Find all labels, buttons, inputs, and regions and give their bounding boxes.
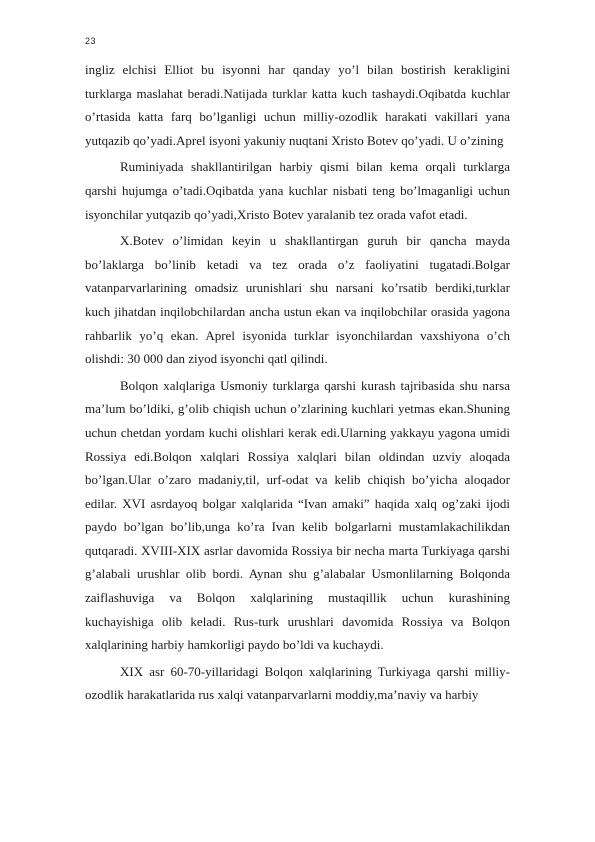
document-body bbox=[85, 58, 510, 710]
paragraph-2: Ruminiyada shakllantirilgan harbiy qismi bilan kema orqali turklarga qarshi hujumga o’tadi.Oqibatda yana kuchlar nisbati teng bo’lmaganligi uchun isyonchilar yutqazib qo’yadi,Xristo Botev yaralanib tez orada vafot etadi. bbox=[85, 159, 510, 222]
paragraph-5: XIX asr 60-70-yillaridagi Bolqon xalqlarining Turkiyaga qarshi milliy-ozodlik harakatlarida rus xalqi vatanparvarlarni moddiy,ma’naviy va harbiy bbox=[85, 663, 510, 703]
paragraph-1: ingliz elchisi Elliot bu isyonni har qanday yo’l bilan bostirish kerakligini turklarga maslahat beradi.Natijada turklar katta kuch tashaydi.Oqibatda kuchlar o’rtasida katta farq bo’lganligi uchun milliy-ozodlik harakati vakillari yana yutqazib qo’yadi.Aprel isyoni yakuniy nuqtani Xristo Botev qo’yadi. U o’zining bbox=[85, 62, 510, 148]
page-number: 23 bbox=[85, 36, 97, 46]
paragraph-3: X.Botev o’limidan keyin u shakllantirgan guruh bir qancha mayda bo’laklarga bo’linib ketadi va tez orada o’z faoliyatini tugatadi.Bolgar vatanparvarlarining omadsiz urunishlari shu narsani ko’rsatib berdiki,turklar kuch jihatdan inqilobchilardan ancha ustun ekan va inqilobchilar orasida yagona rahbarlik yo’q ekan. Aprel isyonida turklar isyonchilardan vaxshiyona o’ch olishdi: 30 000 dan ziyod isyonchi qatl qilindi. bbox=[85, 233, 510, 367]
paragraph-4: Bolqon xalqlariga Usmoniy turklarga qarshi kurash tajribasida shu narsa ma’lum bo’ldiki, g’olib chiqish uchun o’zlarining kuchlari yetmas ekan.Shuning uchun chetdan yordam kuchi olishlari kerak edi.Ularning yakkayu yagona umidi Rossiya edi.Bolqon xalqlari Rossiya xalqlari bilan oldindan uzviy aloqada bo’lgan.Ular o’zaro madaniy,til, urf-odat va kelib chiqish bo’yicha aloqador edilar. XVI asrdayoq bolgar xalqlarida “Ivan amaki” haqida xalq og’zaki ijodi paydo bo’lgan bo’lib,unga ko’ra Ivan kelib bolgarlarni mustamlakachilikdan qutqaradi. XVIII-XIX asrlar davomida Rossiya bir necha marta Turkiyaga qarshi g’alabali urushlar olib bordi. Aynan shu g’alabalar Usmonlilarning Bolqonda zaiflashuviga va Bolqon xalqlarining mustaqillik uchun kurashining kuchayishiga olib keladi. Rus-turk urushlari davomida Rossiya va Bolqon xalqlarining harbiy hamkorligi paydo bo’ldi va kuchaydi. bbox=[85, 377, 510, 653]
